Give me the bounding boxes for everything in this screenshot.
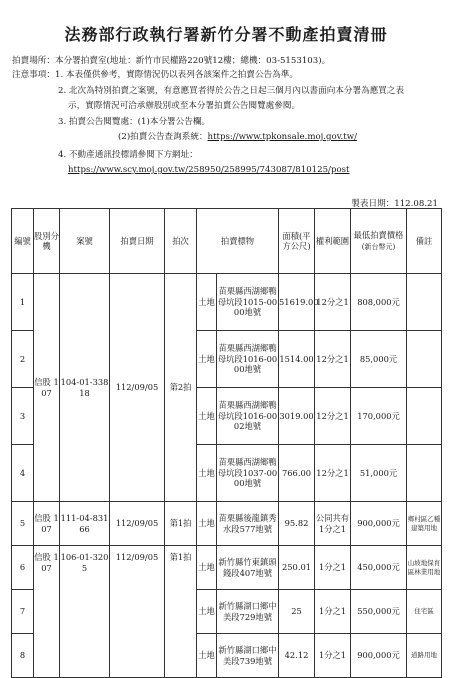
cell-area: 95.82 <box>279 502 315 546</box>
page-title: 法務部行政執行署新竹分署不動產拍賣清冊 <box>64 25 388 44</box>
cell-remark <box>407 274 442 331</box>
cell-remark: 住宅區 <box>407 590 442 634</box>
cell-item: 新竹縣湖口鄉中美段739地號 <box>217 634 279 678</box>
cell-rights: 1分之1 <box>315 634 351 678</box>
header-item: 拍賣標物 <box>197 209 279 274</box>
cell-area: 25 <box>279 590 315 634</box>
header-area: 面積(平方公尺) <box>279 209 315 274</box>
auction-table <box>11 208 442 678</box>
cell-no: 2 <box>12 331 34 388</box>
cell-price: 900,000元 <box>351 502 407 546</box>
note-4: 4. 不動產通訊投標請參閱下方網址： <box>58 150 198 160</box>
auction-query-link[interactable]: https://www.tpkonsale.moj.gov.tw/ <box>207 132 357 142</box>
header-rights: 權利範圍 <box>315 209 351 274</box>
cell-date: 112/09/05 <box>110 546 165 678</box>
cell-item: 苗栗縣西湖鄉鴨母坑段1037-0000地號 <box>217 445 279 502</box>
header-price <box>351 209 407 274</box>
note-1-text: 1. 本表僅供參考，實際情況仍以表列各該案件之拍賣公告為準。 <box>54 70 298 80</box>
cell-date: 112/09/05 <box>110 274 165 502</box>
cell-remark <box>407 331 442 388</box>
notes-label: 注意事項： <box>12 70 55 80</box>
cell-area: 3019.00 <box>279 388 315 445</box>
cell-price: 170,000元 <box>351 388 407 445</box>
table-row <box>12 546 442 590</box>
cell-item: 苗栗縣西湖鄉鴨母坑段1015-0000地號 <box>217 274 279 331</box>
cell-no: 5 <box>12 502 34 546</box>
cell-rights: 公同共有1分之1 <box>315 502 351 546</box>
note-2b: 示，實際情況可洽承辦股別或至本分署拍賣公告閱覽處參閱。 <box>68 101 301 111</box>
auction-office-line: 拍賣場所：本分署拍賣室(地址：新竹市民權路220號12樓；總機：03-5153103)。 <box>12 56 331 66</box>
cell-round: 第2拍 <box>165 274 197 502</box>
cell-remark: 道路用地 <box>407 634 442 678</box>
cell-kind: 土地 <box>197 546 217 590</box>
cell-price: 550,000元 <box>351 590 407 634</box>
cell-kind: 土地 <box>197 502 217 546</box>
table-row <box>12 502 442 546</box>
cell-no: 1 <box>12 274 34 331</box>
cell-no: 6 <box>12 546 34 590</box>
cell-item: 新竹縣湖口鄉中美段729地號 <box>217 590 279 634</box>
cell-kind: 土地 <box>197 388 217 445</box>
cell-remark <box>407 388 442 445</box>
report-date: 製表日期：112.08.21 <box>351 199 438 209</box>
header-price-label: 最低拍賣價格 <box>353 230 404 240</box>
cell-rights: 12分之1 <box>315 388 351 445</box>
cell-item: 苗栗縣後龍鎮秀水段577地號 <box>217 502 279 546</box>
mail-bid-link[interactable]: https://www.scy.moj.gov.tw/258950/258995/743087/810125/post <box>68 165 350 175</box>
cell-case: 111-04-83166 <box>60 502 110 546</box>
cell-kind: 土地 <box>197 274 217 331</box>
cell-date: 112/09/05 <box>110 502 165 546</box>
cell-item: 苗栗縣西湖鄉鴨母坑段1016-0000地號 <box>217 331 279 388</box>
note-3b-prefix: (2)拍賣公告查詢系統： <box>118 132 208 142</box>
cell-rights: 1分之1 <box>315 546 351 590</box>
header-round: 拍次 <box>165 209 197 274</box>
cell-remark: 山坡地保育區林業用地 <box>407 546 442 590</box>
cell-round: 第1拍 <box>165 546 197 678</box>
note-2a: 2. 北次為特別拍賣之案號，有意應買者得於公告之日起三個月內以書面向本分署為應買之表 <box>58 86 405 96</box>
cell-remark: 鄉村區乙種建築用地 <box>407 502 442 546</box>
cell-item: 新竹縣竹東鎮頭錢段407地號 <box>217 546 279 590</box>
header-remark: 備註 <box>407 209 442 274</box>
header-date: 拍賣日期 <box>110 209 165 274</box>
header-unit: 股別分機 <box>34 209 60 274</box>
cell-area: 1514.00 <box>279 331 315 388</box>
cell-unit: 信股 107 <box>34 502 60 546</box>
cell-rights: 1分之1 <box>315 590 351 634</box>
cell-price: 900,000元 <box>351 634 407 678</box>
cell-remark <box>407 445 442 502</box>
header-no: 編號 <box>12 209 34 274</box>
cell-area: 51619.00 <box>279 274 315 331</box>
cell-area: 766.00 <box>279 445 315 502</box>
cell-kind: 土地 <box>197 445 217 502</box>
note-1 <box>12 70 298 81</box>
cell-unit: 信股 107 <box>34 546 60 678</box>
cell-no: 4 <box>12 445 34 502</box>
cell-price: 85,000元 <box>351 331 407 388</box>
cell-rights: 12分之1 <box>315 445 351 502</box>
table-header-row <box>12 209 442 274</box>
note-3b <box>118 132 357 143</box>
cell-item: 苗栗縣西湖鄉鴨母坑段1016-0002地號 <box>217 388 279 445</box>
cell-area: 42.12 <box>279 634 315 678</box>
cell-kind: 土地 <box>197 590 217 634</box>
note-3: 3. 拍賣公告閱覽處：(1)本分署公告欄。 <box>58 117 211 127</box>
cell-kind: 土地 <box>197 331 217 388</box>
cell-price: 808,000元 <box>351 274 407 331</box>
cell-rights: 12分之1 <box>315 331 351 388</box>
cell-no: 7 <box>12 590 34 634</box>
cell-round: 第1拍 <box>165 502 197 546</box>
table-row <box>12 274 442 331</box>
header-price-unit: (新台幣元) <box>361 242 396 251</box>
cell-no: 3 <box>12 388 34 445</box>
cell-case: 104-01-33818 <box>60 274 110 502</box>
cell-kind: 土地 <box>197 634 217 678</box>
cell-price: 450,000元 <box>351 546 407 590</box>
cell-no: 8 <box>12 634 34 678</box>
cell-unit: 信股 107 <box>34 274 60 502</box>
header-case: 案號 <box>60 209 110 274</box>
cell-case: 106-01-3205 <box>60 546 110 678</box>
cell-area: 250.01 <box>279 546 315 590</box>
cell-price: 51,000元 <box>351 445 407 502</box>
cell-rights: 12分之1 <box>315 274 351 331</box>
